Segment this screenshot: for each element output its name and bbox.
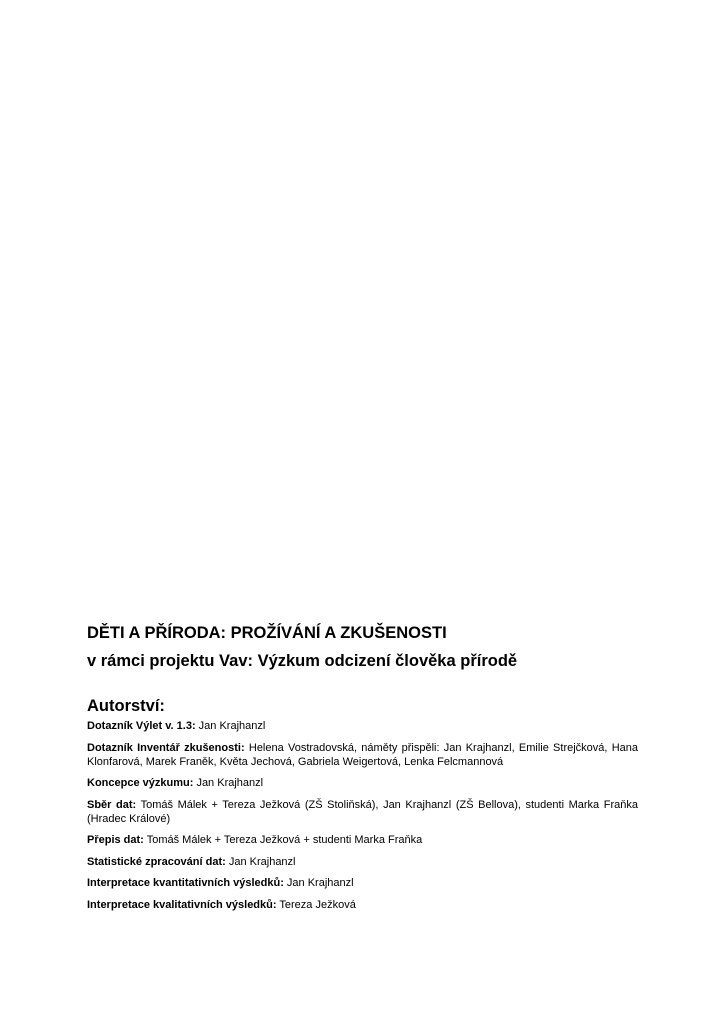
credit-item — [87, 776, 638, 790]
authorship-heading: Autorství: — [87, 697, 165, 715]
credit-role: Dotazník Inventář zkušenosti: — [87, 741, 245, 754]
credit-role: Interpretace kvantitativních výsledků: — [87, 877, 284, 889]
document-title: DĚTI A PŘÍRODA: PROŽÍVÁNÍ A ZKUŠENOSTI — [87, 624, 447, 642]
credit-people: Jan Krajhanzl — [196, 777, 264, 789]
credit-item — [87, 876, 638, 890]
credit-item — [87, 855, 638, 869]
credit-role: Dotazník Výlet v. 1.3: — [87, 720, 196, 732]
credit-item — [87, 898, 638, 912]
title-block — [87, 622, 638, 919]
credit-people: Helena Vostradovská, náměty přispěli: Jan Krajhanzl, Emilie Strejčková, Hana Klonfarová, Marek Franěk, Květa Jechová, Gabriela Weigertová, Lenka Felcmannová — [87, 741, 639, 768]
credit-item — [87, 719, 638, 733]
credit-people: Jan Krajhanzl — [286, 877, 354, 889]
credit-role: Sběr dat: — [87, 798, 137, 811]
credit-people: Tomáš Málek + Tereza Ježková + studenti Marka Fraňka — [146, 834, 423, 846]
credit-item — [87, 741, 638, 769]
credit-role: Přepis dat: — [87, 834, 144, 846]
credits-list — [87, 719, 638, 912]
document-subtitle: v rámci projektu Vav: Výzkum odcizení člověka přírodě — [87, 652, 518, 670]
credit-item — [87, 833, 638, 847]
credit-role: Koncepce výzkumu: — [87, 777, 194, 789]
credit-people: Jan Krajhanzl — [198, 720, 266, 732]
credit-role: Interpretace kvalitativních výsledků: — [87, 898, 277, 911]
credit-role: Statistické zpracování dat: — [87, 855, 226, 868]
credit-people: Jan Krajhanzl — [228, 855, 296, 868]
credit-item — [87, 798, 638, 826]
credit-people: Tomáš Málek + Tereza Ježková (ZŠ Stoliňská), Jan Krajhanzl (ZŠ Bellova), studenti Marka Fraňka (Hradec Králové) — [87, 798, 638, 825]
credit-people: Tereza Ježková — [279, 898, 356, 911]
